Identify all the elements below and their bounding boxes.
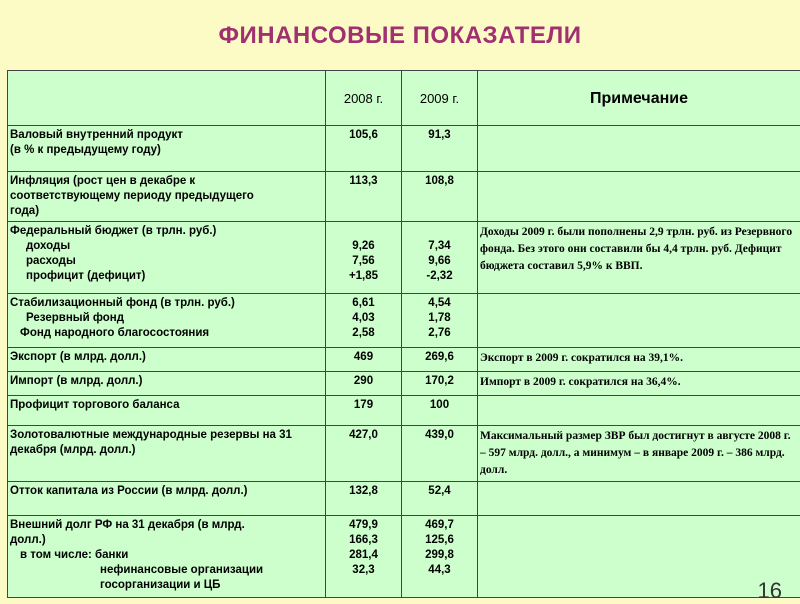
value-2008: 427,0 bbox=[326, 426, 402, 482]
value-2008: 132,8 bbox=[326, 482, 402, 516]
table-row-inflation bbox=[8, 172, 800, 222]
header-2008: 2008 г. bbox=[326, 71, 402, 126]
label-cell: Инфляция (рост цен в декабре к соответствующему периоду предыдущего года) bbox=[8, 172, 326, 222]
financial-table bbox=[7, 70, 800, 598]
note-cell: Импорт в 2009 г. сократился на 36,4%. bbox=[478, 372, 800, 396]
table-row-capital-outflow bbox=[8, 482, 800, 516]
value-2009: 469,7 125,6 299,8 44,3 bbox=[402, 516, 478, 598]
value-2008: 290 bbox=[326, 372, 402, 396]
note-cell bbox=[478, 396, 800, 426]
note-cell bbox=[478, 126, 800, 172]
note-cell bbox=[478, 294, 800, 348]
value-2008: 9,26 7,56 +1,85 bbox=[326, 222, 402, 294]
value-2009: 7,34 9,66 -2,32 bbox=[402, 222, 478, 294]
label-cell: Экспорт (в млрд. долл.) bbox=[8, 348, 326, 372]
header-2009: 2009 г. bbox=[402, 71, 478, 126]
table-row-external-debt bbox=[8, 516, 800, 598]
table-row-stabilization-fund bbox=[8, 294, 800, 348]
note-cell bbox=[478, 516, 800, 598]
table-row-reserves bbox=[8, 426, 800, 482]
label-cell: Внешний долг РФ на 31 декабря (в млрд. долл.) в том числе: банки нефинансовые организации госорганизации и ЦБ bbox=[8, 516, 326, 598]
value-2009: 108,8 bbox=[402, 172, 478, 222]
note-cell bbox=[478, 482, 800, 516]
value-2008: 6,61 4,03 2,58 bbox=[326, 294, 402, 348]
header-note: Примечание bbox=[478, 71, 800, 126]
note-cell bbox=[478, 172, 800, 222]
label-cell: Федеральный бюджет (в трлн. руб.) доходы расходы профицит (дефицит) bbox=[8, 222, 326, 294]
table-row-export bbox=[8, 348, 800, 372]
label-cell: Валовый внутренний продукт (в % к предыдущему году) bbox=[8, 126, 326, 172]
value-2009: 439,0 bbox=[402, 426, 478, 482]
value-2008: 469 bbox=[326, 348, 402, 372]
table-row-trade-surplus bbox=[8, 396, 800, 426]
value-2009: 52,4 bbox=[402, 482, 478, 516]
value-2009: 4,54 1,78 2,76 bbox=[402, 294, 478, 348]
table-row-import bbox=[8, 372, 800, 396]
page-number: 16 bbox=[758, 578, 782, 604]
label-cell: Стабилизационный фонд (в трлн. руб.) Резервный фонд Фонд народного благосостояния bbox=[8, 294, 326, 348]
note-cell: Экспорт в 2009 г. сократился на 39,1%. bbox=[478, 348, 800, 372]
note-cell: Максимальный размер ЗВР был достигнут в августе 2008 г. – 597 млрд. долл., а минимум – в январе 2009 г. – 386 млрд. долл. bbox=[478, 426, 800, 482]
page-title: ФИНАНСОВЫЕ ПОКАЗАТЕЛИ bbox=[0, 22, 800, 50]
note-cell: Доходы 2009 г. были пополнены 2,9 трлн. руб. из Резервного фонда. Без этого они составили бы 4,4 трлн. руб. Дефицит бюджета составил 5,9% к ВВП. bbox=[478, 222, 800, 294]
table-row-gdp bbox=[8, 126, 800, 172]
value-2009: 100 bbox=[402, 396, 478, 426]
value-2009: 91,3 bbox=[402, 126, 478, 172]
value-2009: 170,2 bbox=[402, 372, 478, 396]
label-cell: Профицит торгового баланса bbox=[8, 396, 326, 426]
value-2008: 179 bbox=[326, 396, 402, 426]
label-cell: Отток капитала из России (в млрд. долл.) bbox=[8, 482, 326, 516]
value-2009: 269,6 bbox=[402, 348, 478, 372]
value-2008: 113,3 bbox=[326, 172, 402, 222]
header-indicator-cell bbox=[8, 71, 326, 126]
header-row bbox=[8, 71, 800, 126]
label-cell: Импорт (в млрд. долл.) bbox=[8, 372, 326, 396]
label-cell: Золотовалютные международные резервы на 31 декабря (млрд. долл.) bbox=[8, 426, 326, 482]
table-row-budget bbox=[8, 222, 800, 294]
value-2008: 105,6 bbox=[326, 126, 402, 172]
value-2008: 479,9 166,3 281,4 32,3 bbox=[326, 516, 402, 598]
